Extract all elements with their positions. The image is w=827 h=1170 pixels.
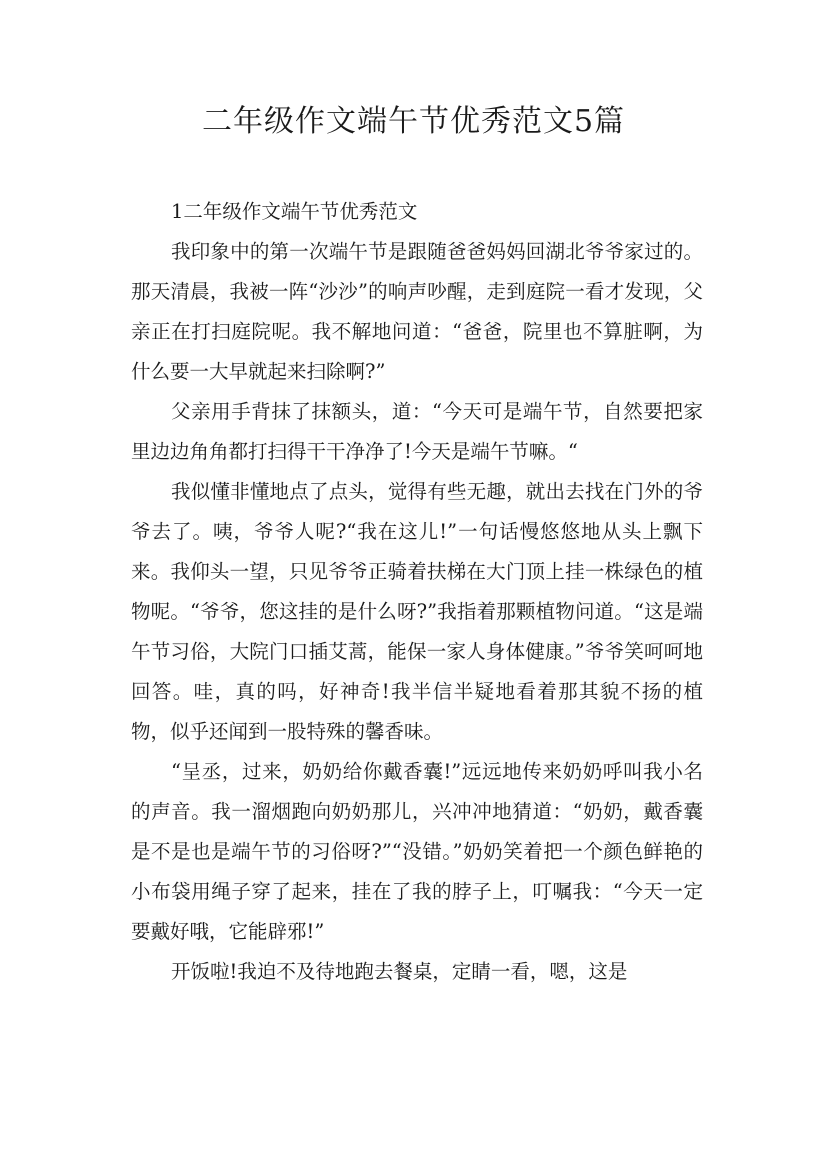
paragraph-4: “呈丞，过来，奶奶给你戴香囊!”远远地传来奶奶呼叫我小名的声音。我一溜烟跑向奶奶那儿，兴冲冲地猜道：“奶奶，戴香囊是不是也是端午节的习俗呀?”“没错。”奶奶笑着把一个颜色鲜艳的小布袋用绳子穿了起来，挂在了我的脖子上，叮嘱我：“今天一定要戴好哦，它能辟邪!”: [131, 760, 703, 943]
document-body: [131, 192, 703, 992]
paragraph-1: 我印象中的第一次端午节是跟随爸爸妈妈回湖北爷爷家过的。那天清晨，我被一阵“沙沙”的响声吵醒，走到庭院一看才发现，父亲正在打扫庭院呢。我不解地问道：“爸爸，院里也不算脏啊，为什么要一大早就起来扫除啊?”: [131, 240, 703, 383]
document-title: 二年级作文端午节优秀范文5篇: [201, 104, 626, 139]
section-heading: 1二年级作文端午节优秀范文: [171, 200, 418, 223]
paragraph-2: 父亲用手背抹了抹额头，道：“今天可是端午节，自然要把家里边边角角都打扫得干干净净了!今天是端午节嘛。“: [131, 400, 703, 463]
paragraph-5: 开饭啦!我迫不及待地跑去餐桌，定睛一看，嗯，这是: [171, 960, 628, 983]
paragraph-3: 我似懂非懂地点了点头，觉得有些无趣，就出去找在门外的爷爷去了。咦，爷爷人呢?“我在这儿!”一句话慢悠悠地从头上飘下来。我仰头一望，只见爷爷正骑着扶梯在大门顶上挂一株绿色的植物呢。“爷爷，您这挂的是什么呀?”我指着那颗植物问道。“这是端午节习俗，大院门口插艾蒿，能保一家人身体健康。”爷爷笑呵呵地回答。哇，真的吗，好神奇!我半信半疑地看着那其貌不扬的植物，似乎还闻到一股特殊的馨香味。: [131, 480, 703, 743]
